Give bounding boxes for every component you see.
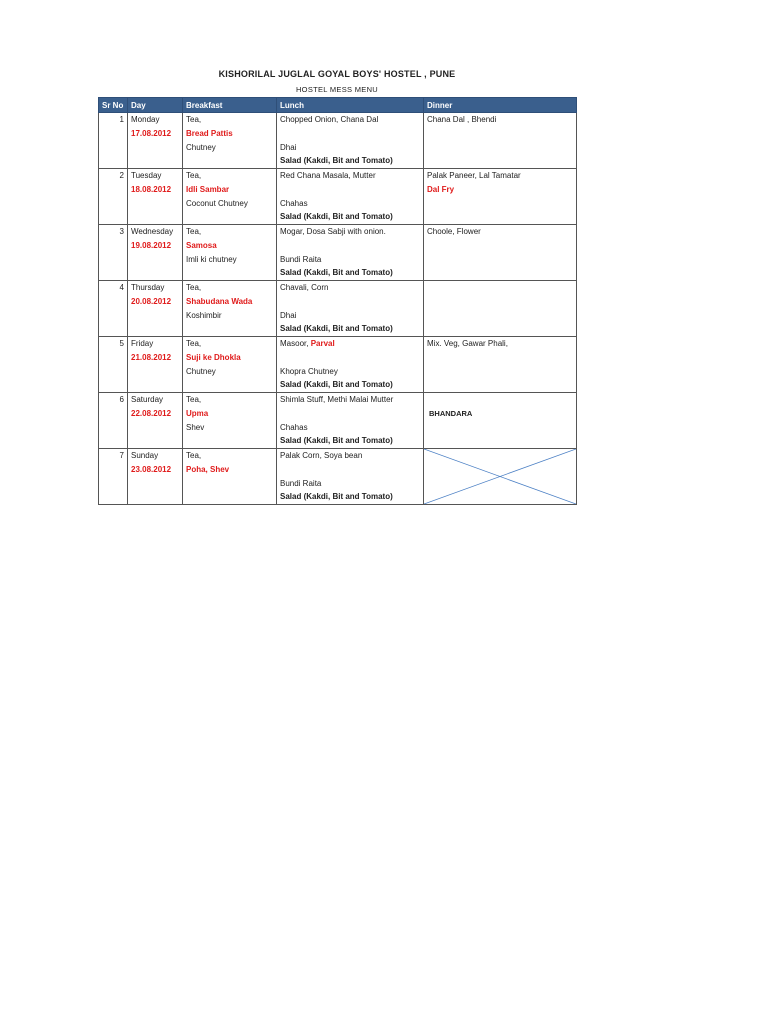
date-text: 17.08.2012 bbox=[131, 128, 172, 138]
breakfast-cell: Tea, Shabudana Wada Koshimbir bbox=[183, 281, 277, 337]
date-text: 22.08.2012 bbox=[131, 408, 172, 418]
sr-no-cell: 2 bbox=[99, 169, 128, 225]
column-header-lunch: Lunch bbox=[277, 98, 424, 113]
cross-out-mark bbox=[424, 449, 576, 504]
breakfast-cell: Tea, Samosa Imli ki chutney bbox=[183, 225, 277, 281]
dinner-cell: Choole, Flower bbox=[424, 225, 577, 281]
date-text: 23.08.2012 bbox=[131, 464, 172, 474]
dinner-cell bbox=[424, 281, 577, 337]
lunch-cell: Chopped Onion, Chana Dal Dhai Salad (Kakdi, Bit and Tomato) bbox=[277, 113, 424, 169]
lunch-cell: Palak Corn, Soya bean Bundi Raita Salad (Kakdi, Bit and Tomato) bbox=[277, 449, 424, 505]
column-header-sr-no: Sr No bbox=[99, 98, 128, 113]
table-row bbox=[99, 449, 577, 505]
table-row bbox=[99, 169, 577, 225]
date-text: 21.08.2012 bbox=[131, 352, 172, 362]
table-row bbox=[99, 393, 577, 449]
day-cell: Wednesday 19.08.2012 bbox=[128, 225, 183, 281]
sr-no-cell: 1 bbox=[99, 113, 128, 169]
table-row bbox=[99, 281, 577, 337]
breakfast-cell: Tea, Upma Shev bbox=[183, 393, 277, 449]
day-cell: Saturday 22.08.2012 bbox=[128, 393, 183, 449]
breakfast-cell: Tea, Idli Sambar Coconut Chutney bbox=[183, 169, 277, 225]
date-text: 18.08.2012 bbox=[131, 184, 172, 194]
breakfast-cell: Tea, Bread Pattis Chutney bbox=[183, 113, 277, 169]
day-cell: Thursday 20.08.2012 bbox=[128, 281, 183, 337]
day-cell: Sunday 23.08.2012 bbox=[128, 449, 183, 505]
dinner-cell: Mix. Veg, Gawar Phali, bbox=[424, 337, 577, 393]
sr-no-cell: 3 bbox=[99, 225, 128, 281]
date-text: 20.08.2012 bbox=[131, 296, 172, 306]
lunch-cell: Masoor, Parval Khopra Chutney Salad (Kakdi, Bit and Tomato) bbox=[277, 337, 424, 393]
lunch-cell: Red Chana Masala, Mutter Chahas Salad (Kakdi, Bit and Tomato) bbox=[277, 169, 424, 225]
date-text: 19.08.2012 bbox=[131, 240, 172, 250]
lunch-cell: Mogar, Dosa Sabji with onion. Bundi Raita Salad (Kakdi, Bit and Tomato) bbox=[277, 225, 424, 281]
table-row bbox=[99, 225, 577, 281]
sr-no-cell: 5 bbox=[99, 337, 128, 393]
table-row bbox=[99, 337, 577, 393]
sr-no-cell: 7 bbox=[99, 449, 128, 505]
table-row bbox=[99, 113, 577, 169]
page-subtitle: HOSTEL MESS MENU bbox=[295, 85, 379, 94]
page-title: KISHORILAL JUGLAL GOYAL BOYS' HOSTEL , PUNE bbox=[218, 69, 456, 79]
table-header-row bbox=[99, 98, 577, 113]
day-cell: Friday 21.08.2012 bbox=[128, 337, 183, 393]
mess-menu-table bbox=[98, 97, 577, 505]
lunch-cell: Chavali, Corn Dhai Salad (Kakdi, Bit and Tomato) bbox=[277, 281, 424, 337]
bhandara-label: BHANDARA bbox=[429, 408, 473, 418]
breakfast-cell: Tea, Poha, Shev bbox=[183, 449, 277, 505]
breakfast-cell: Tea, Suji ke Dhokla Chutney bbox=[183, 337, 277, 393]
dinner-cell: Palak Paneer, Lal Tamatar Dal Fry bbox=[424, 169, 577, 225]
column-header-breakfast: Breakfast bbox=[183, 98, 277, 113]
dinner-cell-crossed bbox=[424, 449, 577, 505]
dinner-cell bbox=[424, 393, 577, 449]
day-cell: Tuesday 18.08.2012 bbox=[128, 169, 183, 225]
sr-no-cell: 6 bbox=[99, 393, 128, 449]
lunch-cell: Shimla Stuff, Methi Malai Mutter Chahas Salad (Kakdi, Bit and Tomato) bbox=[277, 393, 424, 449]
sr-no-cell: 4 bbox=[99, 281, 128, 337]
column-header-day: Day bbox=[128, 98, 183, 113]
day-cell: Monday 17.08.2012 bbox=[128, 113, 183, 169]
column-header-dinner: Dinner bbox=[424, 98, 577, 113]
dinner-cell: Chana Dal , Bhendi bbox=[424, 113, 577, 169]
